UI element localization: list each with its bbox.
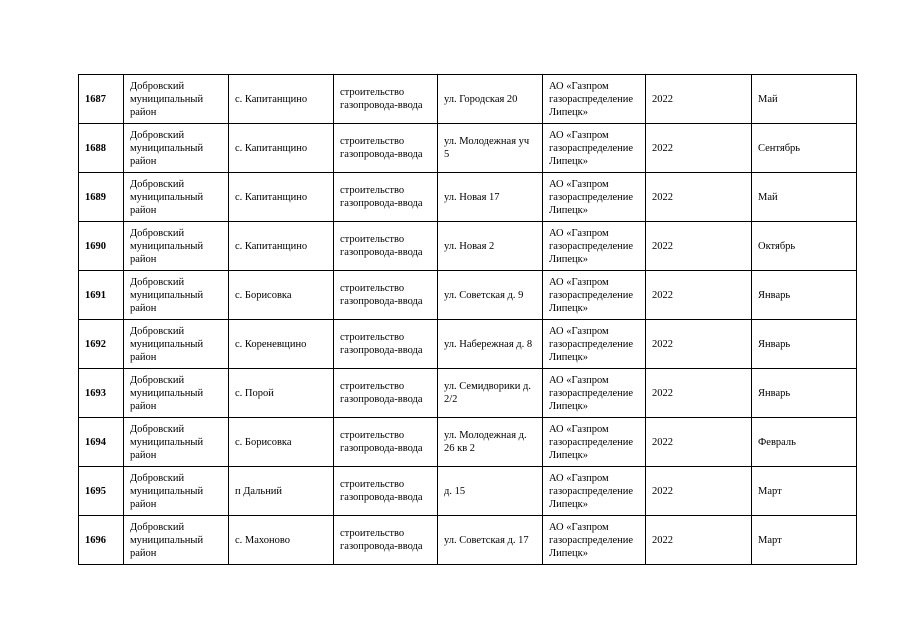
organization-cell: АО «Газпром газораспределение Липецк» — [543, 516, 646, 565]
year-cell: 2022 — [646, 271, 752, 320]
village-cell: п Дальний — [229, 467, 334, 516]
table-row — [79, 418, 857, 467]
address-cell: ул. Набережная д. 8 — [438, 320, 543, 369]
district-cell: Добровский муниципальный район — [124, 320, 229, 369]
address-cell: ул. Новая 2 — [438, 222, 543, 271]
row-number-cell: 1694 — [79, 418, 124, 467]
row-number-cell: 1688 — [79, 124, 124, 173]
row-number-cell: 1689 — [79, 173, 124, 222]
village-cell: с. Борисовка — [229, 418, 334, 467]
district-cell: Добровский муниципальный район — [124, 222, 229, 271]
year-cell: 2022 — [646, 173, 752, 222]
table-row — [79, 222, 857, 271]
table-row — [79, 124, 857, 173]
village-cell: с. Борисовка — [229, 271, 334, 320]
month-cell: Март — [752, 467, 857, 516]
work-type-cell: строительство газопровода-ввода — [334, 271, 438, 320]
village-cell: с. Капитанщино — [229, 222, 334, 271]
table-row — [79, 173, 857, 222]
month-cell: Октябрь — [752, 222, 857, 271]
organization-cell: АО «Газпром газораспределение Липецк» — [543, 75, 646, 124]
village-cell: с. Капитанщино — [229, 124, 334, 173]
month-cell: Март — [752, 516, 857, 565]
gas-works-table — [78, 74, 857, 565]
organization-cell: АО «Газпром газораспределение Липецк» — [543, 173, 646, 222]
organization-cell: АО «Газпром газораспределение Липецк» — [543, 271, 646, 320]
row-number-cell: 1692 — [79, 320, 124, 369]
district-cell: Добровский муниципальный район — [124, 516, 229, 565]
month-cell: Сентябрь — [752, 124, 857, 173]
address-cell: ул. Молодежная д. 26 кв 2 — [438, 418, 543, 467]
month-cell: Январь — [752, 369, 857, 418]
organization-cell: АО «Газпром газораспределение Липецк» — [543, 222, 646, 271]
address-cell: ул. Городская 20 — [438, 75, 543, 124]
village-cell: с. Капитанщино — [229, 173, 334, 222]
year-cell: 2022 — [646, 516, 752, 565]
district-cell: Добровский муниципальный район — [124, 173, 229, 222]
organization-cell: АО «Газпром газораспределение Липецк» — [543, 124, 646, 173]
organization-cell: АО «Газпром газораспределение Липецк» — [543, 467, 646, 516]
address-cell: ул. Семидворики д. 2/2 — [438, 369, 543, 418]
month-cell: Январь — [752, 320, 857, 369]
row-number-cell: 1690 — [79, 222, 124, 271]
year-cell: 2022 — [646, 467, 752, 516]
organization-cell: АО «Газпром газораспределение Липецк» — [543, 418, 646, 467]
district-cell: Добровский муниципальный район — [124, 467, 229, 516]
year-cell: 2022 — [646, 124, 752, 173]
table-row — [79, 271, 857, 320]
row-number-cell: 1695 — [79, 467, 124, 516]
address-cell: д. 15 — [438, 467, 543, 516]
work-type-cell: строительство газопровода-ввода — [334, 173, 438, 222]
table-row — [79, 467, 857, 516]
month-cell: Май — [752, 75, 857, 124]
table-row — [79, 75, 857, 124]
year-cell: 2022 — [646, 418, 752, 467]
work-type-cell: строительство газопровода-ввода — [334, 516, 438, 565]
district-cell: Добровский муниципальный район — [124, 418, 229, 467]
work-type-cell: строительство газопровода-ввода — [334, 418, 438, 467]
village-cell: с. Кореневщино — [229, 320, 334, 369]
month-cell: Январь — [752, 271, 857, 320]
work-type-cell: строительство газопровода-ввода — [334, 124, 438, 173]
row-number-cell: 1687 — [79, 75, 124, 124]
address-cell: ул. Новая 17 — [438, 173, 543, 222]
district-cell: Добровский муниципальный район — [124, 75, 229, 124]
month-cell: Февраль — [752, 418, 857, 467]
table-body — [79, 75, 857, 565]
village-cell: с. Махоново — [229, 516, 334, 565]
work-type-cell: строительство газопровода-ввода — [334, 222, 438, 271]
address-cell: ул. Советская д. 17 — [438, 516, 543, 565]
organization-cell: АО «Газпром газораспределение Липецк» — [543, 369, 646, 418]
district-cell: Добровский муниципальный район — [124, 271, 229, 320]
table-row — [79, 320, 857, 369]
address-cell: ул. Молодежная уч 5 — [438, 124, 543, 173]
work-type-cell: строительство газопровода-ввода — [334, 320, 438, 369]
district-cell: Добровский муниципальный район — [124, 124, 229, 173]
year-cell: 2022 — [646, 320, 752, 369]
row-number-cell: 1696 — [79, 516, 124, 565]
work-type-cell: строительство газопровода-ввода — [334, 369, 438, 418]
work-type-cell: строительство газопровода-ввода — [334, 467, 438, 516]
address-cell: ул. Советская д. 9 — [438, 271, 543, 320]
year-cell: 2022 — [646, 222, 752, 271]
village-cell: с. Капитанщино — [229, 75, 334, 124]
organization-cell: АО «Газпром газораспределение Липецк» — [543, 320, 646, 369]
year-cell: 2022 — [646, 369, 752, 418]
district-cell: Добровский муниципальный район — [124, 369, 229, 418]
year-cell: 2022 — [646, 75, 752, 124]
month-cell: Май — [752, 173, 857, 222]
row-number-cell: 1693 — [79, 369, 124, 418]
table-row — [79, 516, 857, 565]
row-number-cell: 1691 — [79, 271, 124, 320]
village-cell: с. Порой — [229, 369, 334, 418]
work-type-cell: строительство газопровода-ввода — [334, 75, 438, 124]
table-row — [79, 369, 857, 418]
